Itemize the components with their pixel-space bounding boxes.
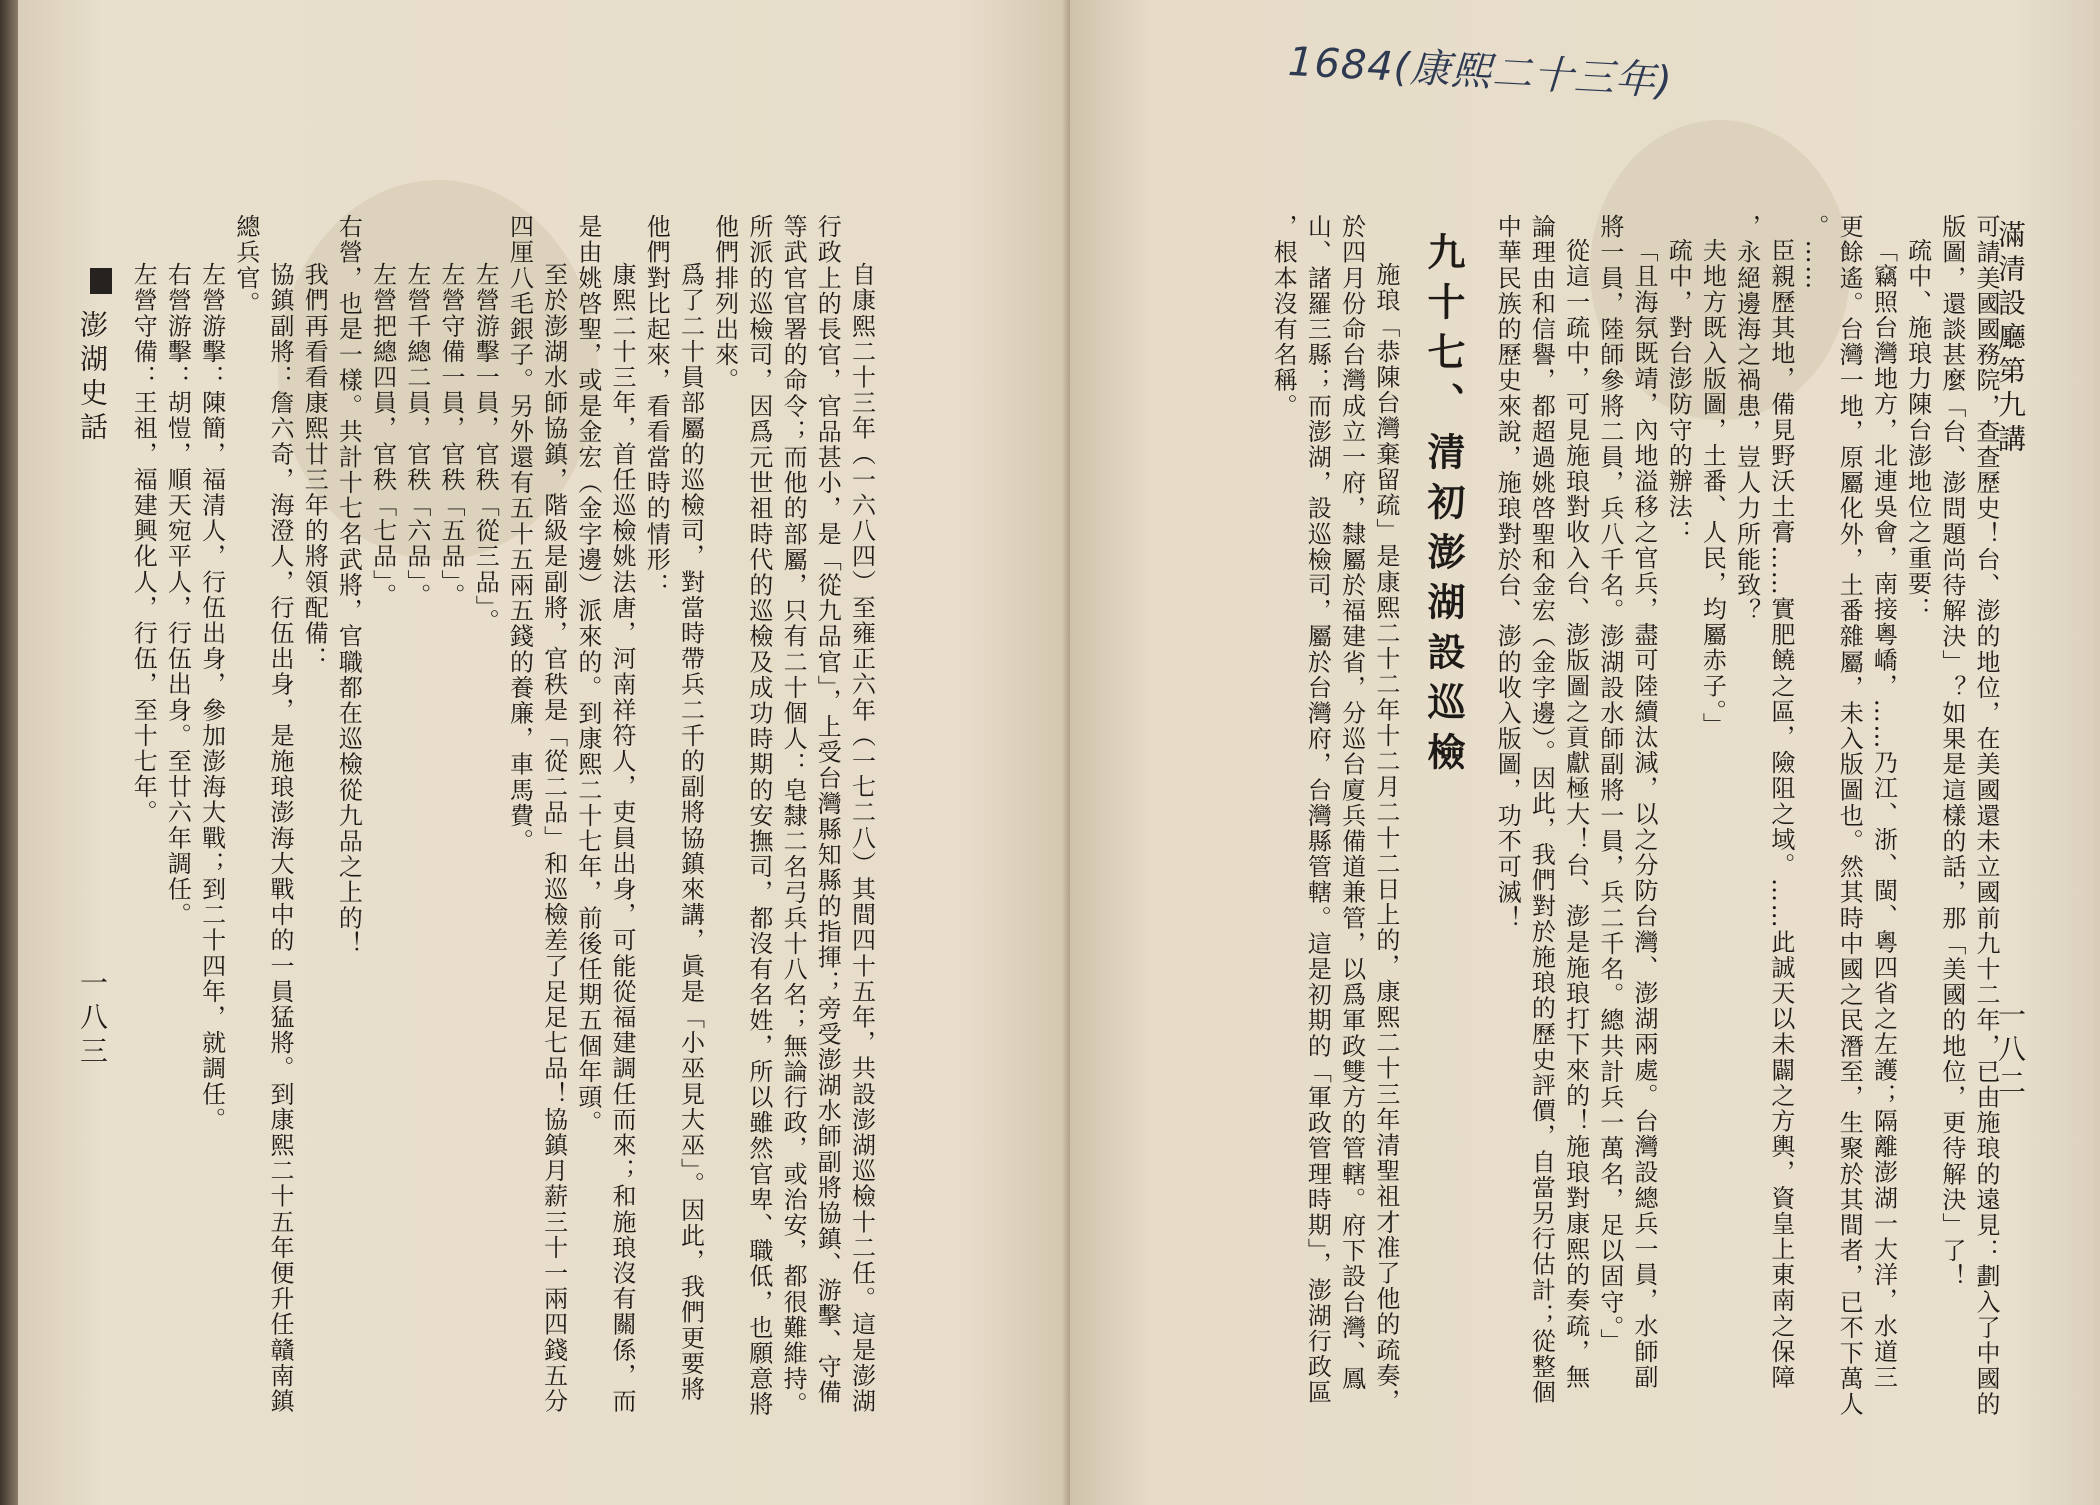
paragraph: 將一員，陸師參將二員，兵八千名。澎湖設水師副將一員，兵二千名。總共計兵一萬名，足以固守。」 [1595, 214, 1624, 1354]
paragraph: 自康熙二十三年（一六八四）至雍正六年（一七二八）其間四十五年，共設澎湖巡檢十二任。這是澎湖 [847, 262, 876, 1414]
paragraph: 左營游擊：陳簡，福清人，行伍出身，參加澎海大戰；到二十四年，就調任。 [197, 262, 226, 1133]
paragraph: 可請美國國務院，查查歷史！台、澎的地位，在美國還未立國前九十二年，已由施琅的遠見：劃入了中國的 [1972, 214, 2001, 1418]
paragraph: 左營游擊一員，官秩「從三品」。 [471, 262, 500, 634]
paragraph: ，根本沒有名稱。 [1269, 214, 1298, 419]
section-body-text [1266, 214, 1403, 1484]
paragraph: 版圖，還談甚麼「台、澎問題尚待解決」？如果是這樣的話，那「美國的地位，更待解決」了！ [1937, 214, 1966, 1290]
paragraph: 所派的巡檢司，因爲元世祖時代的巡檢及成功時期的安撫司，都沒有名姓，所以雖然官卑、職低，也願意將 [744, 214, 773, 1418]
footer-book-title: 澎湖史話 [76, 310, 109, 446]
paragraph: 等武官官署的命令；而他的部屬，只有二十個人：皂隸二名弓兵十八名；無論行政，或治安，都很難維持。 [779, 214, 808, 1418]
paragraph: 行政上的長官，官品甚小，是「從九品官」，上受台灣縣知縣的指揮；旁受澎湖水師副將協鎮、游擊、守備 [813, 214, 842, 1406]
paragraph: 「竊照台灣地方，北連吳會，南接粵嶠，……乃江、浙、閩、粵四省之左護；隔離澎湖一大洋，水道三 [1869, 238, 1898, 1390]
paragraph: 「且海氛既靖，內地溢移之官兵，盡可陸續汰減，以之分防台灣、澎湖兩處。台灣設總兵一員，水師副 [1630, 238, 1659, 1390]
paragraph: 左營把總四員，官秩「七品」。 [368, 262, 397, 609]
paragraph: 於四月份命台灣成立一府，隸屬於福建省，分巡台廈兵備道兼管，以爲軍政雙方的管轄。府下設台灣、鳳 [1337, 214, 1366, 1392]
paragraph: 疏中、施琅力陳台澎地位之重要： [1903, 238, 1932, 622]
paragraph: 左營守備：王祖，福建興化人，行伍，至十七年。 [129, 262, 158, 826]
paragraph: 。…… [1801, 214, 1830, 291]
paragraph: 協鎮副將：詹六奇，海澄人，行伍出身，是施琅澎海大戰中的一員猛將。到康熙二十五年便升任贛南鎮 [266, 262, 295, 1414]
paragraph: 他們排列出來。 [710, 214, 739, 394]
paragraph: 爲了二十員部屬的巡檢司，對當時帶兵二千的副將協鎮來講，眞是「小巫見大巫」。因此，我們更要將 [676, 262, 705, 1402]
paragraph: 山、諸羅三縣；而澎湖，設巡檢司，屬於台灣府，台灣縣管轄。這是初期的「軍政管理時期」，澎湖行政區 [1303, 214, 1332, 1406]
paragraph: 從這一疏中，可見施琅對收入台、澎版圖之貢獻極大！台、澎是施琅打下來的！施琅對康熙的奏疏，無 [1561, 238, 1590, 1390]
paragraph: 至於澎湖水師協鎮，階級是副將，官秩是「從二品」和巡檢差了足足七品！協鎮月薪三十一兩四錢五分 [539, 262, 568, 1414]
paragraph: 他們對比起來，看看當時的情形： [642, 214, 671, 598]
paragraph: 臣親歷其地，備見野沃土膏……實肥饒之區，險阻之域。……此誠天以未闢之方輿，資皇上東南之保障 [1766, 238, 1795, 1390]
paragraph: 中華民族的歷史來說，施琅對於台、澎的收入版圖，功不可滅！ [1493, 214, 1522, 931]
page-number-left: 一八三 [76, 968, 109, 1070]
paragraph: 右營，也是一樣。共計十七名武將，官職都在巡檢從九品之上的！ [334, 214, 363, 957]
paragraph: 四厘八毛銀子。另外還有五十五兩五錢的養廉，車馬費。 [505, 214, 534, 854]
left-body-text [126, 214, 878, 1484]
paragraph: 總兵官。 [231, 214, 260, 317]
running-head: 滿清設廳第九講 [1994, 220, 2027, 458]
right-page [1070, 0, 2094, 1505]
paragraph: 疏中，對台澎防守的辦法： [1664, 238, 1693, 546]
paragraph: 是由姚啓聖，或是金宏（金字邊）派來的。到康熙二十七年，前後任期五個年頭。 [573, 214, 602, 1136]
paragraph: 論理由和信譽，都超過姚啓聖和金宏（金字邊）。因此，我們對於施琅的歷史評價，自當另行估計；從整個 [1527, 214, 1556, 1406]
right-body-text [1490, 214, 2003, 1484]
section-heading: 九十七、清初澎湖設巡檢 [1421, 232, 1465, 782]
paragraph: 康熙二十三年，首任巡檢姚法唐，河南祥符人，吏員出身，可能從福建調任而來；和施琅沒有關係，而 [608, 262, 637, 1414]
paragraph: 更餘遙。台灣一地，原屬化外，土番雜屬，未入版圖也。然其時中國之民潛至，生聚於其間者，已不下萬人 [1835, 214, 1864, 1418]
paragraph: 左營千總二員，官秩「六品」。 [402, 262, 431, 609]
chapter-marker-icon [90, 268, 112, 294]
handwritten-note: 1684(康熙二十三年) [1286, 38, 1674, 106]
paragraph: 右營游擊：胡愷，順天宛平人，行伍出身。至廿六年調任。 [163, 262, 192, 928]
paragraph: 施琅「恭陳台灣棄留疏」是康熙二十二年十二月二十二日上的，康熙二十三年清聖祖才准了他的疏奏， [1371, 262, 1400, 1414]
left-page [18, 0, 1070, 1505]
page-number-right: 一八二 [1994, 1000, 2027, 1102]
book-edge [0, 0, 18, 1505]
paragraph: 左營守備一員，官秩「五品」。 [437, 262, 466, 609]
paragraph: 夫地方既入版圖，土番、人民，均屬赤子。」 [1698, 238, 1727, 738]
paragraph: 我們再看看康熙廿三年的將領配備： [300, 262, 329, 672]
paragraph: ，永絕邊海之禍患，豈人力所能致？ [1732, 214, 1761, 624]
